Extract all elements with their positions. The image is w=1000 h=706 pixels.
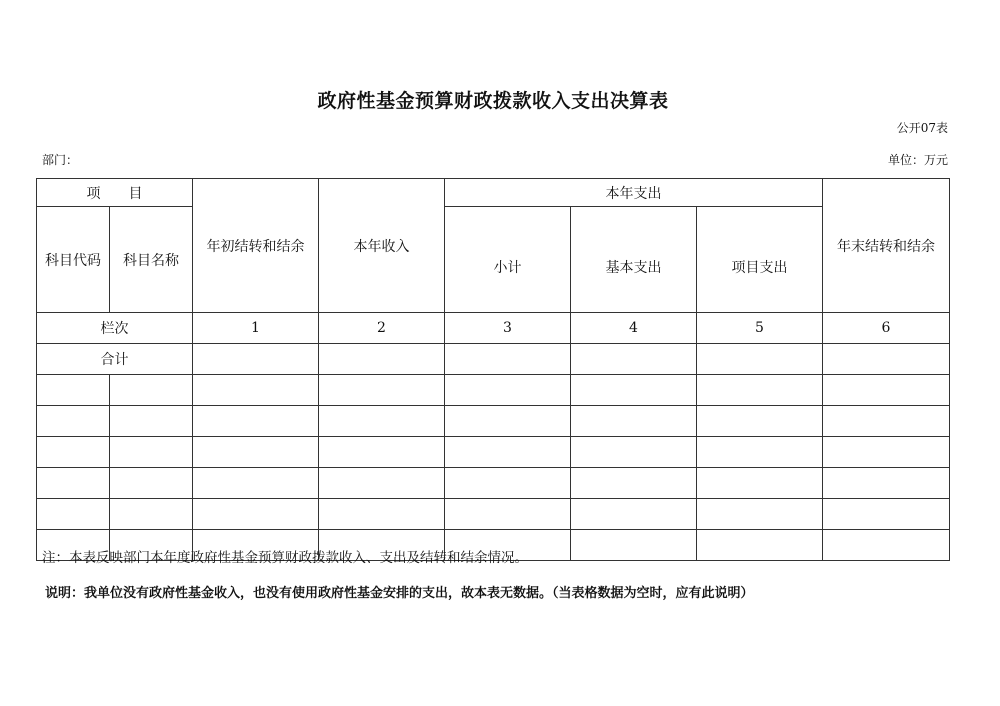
header-basic-expense: 基本支出	[571, 207, 697, 313]
header-item: 项 目	[37, 179, 193, 207]
table-cell	[445, 437, 571, 468]
table-cell	[571, 406, 697, 437]
table-cell	[445, 406, 571, 437]
header-current-income: 本年收入	[319, 179, 445, 313]
table-cell	[193, 499, 319, 530]
table-cell	[823, 437, 950, 468]
header-subject-code: 科目代码	[37, 207, 110, 313]
table-cell	[37, 375, 110, 406]
page-title: 政府性基金预算财政拨款收入支出决算表	[317, 90, 669, 112]
column-number: 6	[823, 313, 950, 344]
table-cell	[37, 437, 110, 468]
column-number: 2	[319, 313, 445, 344]
table-cell	[37, 499, 110, 530]
table-cell	[697, 437, 823, 468]
total-row	[37, 344, 950, 375]
header-subject-name: 科目名称	[110, 207, 193, 313]
table-cell	[697, 499, 823, 530]
column-index-row	[37, 313, 950, 344]
column-number: 1	[193, 313, 319, 344]
table-cell	[697, 468, 823, 499]
table-cell	[823, 499, 950, 530]
table-cell	[571, 344, 697, 375]
department-label: 部门：	[42, 153, 79, 167]
table-row	[37, 499, 950, 530]
table-note: 注：本表反映部门本年度政府性基金预算财政拨款收入、支出及结转和结余情况。	[42, 550, 528, 566]
table-cell	[445, 344, 571, 375]
table-cell	[319, 468, 445, 499]
total-label: 合计	[37, 344, 193, 375]
table-cell	[697, 530, 823, 561]
table-cell	[823, 375, 950, 406]
table-cell	[697, 344, 823, 375]
table-cell	[571, 468, 697, 499]
table-cell	[571, 437, 697, 468]
table-cell	[319, 499, 445, 530]
table-cell	[571, 375, 697, 406]
table-cell	[319, 437, 445, 468]
table-cell	[571, 499, 697, 530]
table-cell	[110, 468, 193, 499]
table-cell	[319, 375, 445, 406]
column-number: 4	[571, 313, 697, 344]
header-row-1	[37, 179, 950, 207]
table-cell	[110, 437, 193, 468]
header-row-2	[37, 207, 950, 313]
table-cell	[193, 437, 319, 468]
table-cell	[823, 468, 950, 499]
table-cell	[110, 499, 193, 530]
unit-label: 单位：万元	[887, 153, 948, 167]
table-cell	[697, 406, 823, 437]
table-cell	[823, 530, 950, 561]
table-cell	[319, 344, 445, 375]
table-cell	[697, 375, 823, 406]
explanation-text: 说明：我单位没有政府性基金收入，也没有使用政府性基金安排的支出，故本表无数据。（当表格数据为空时，应有此说明）	[45, 586, 754, 601]
column-index-label: 栏次	[37, 313, 193, 344]
table-cell	[319, 406, 445, 437]
table-cell	[193, 406, 319, 437]
header-subtotal: 小计	[445, 207, 571, 313]
column-number: 3	[445, 313, 571, 344]
column-number: 5	[697, 313, 823, 344]
budget-table	[36, 178, 950, 561]
table-row	[37, 468, 950, 499]
header-end-balance: 年末结转和结余	[823, 179, 950, 313]
table-row	[37, 437, 950, 468]
table-cell	[37, 468, 110, 499]
table-cell	[193, 344, 319, 375]
header-current-expense: 本年支出	[445, 179, 823, 207]
table-cell	[571, 530, 697, 561]
table-cell	[110, 406, 193, 437]
table-cell	[110, 375, 193, 406]
header-project-expense: 项目支出	[697, 207, 823, 313]
table-cell	[445, 499, 571, 530]
table-cell	[445, 375, 571, 406]
table-cell	[193, 375, 319, 406]
table-cell	[37, 406, 110, 437]
form-code: 公开07表	[896, 121, 948, 135]
table-row	[37, 406, 950, 437]
table-cell	[823, 406, 950, 437]
table-cell	[445, 468, 571, 499]
table-cell	[193, 468, 319, 499]
table-row	[37, 375, 950, 406]
table-cell	[823, 344, 950, 375]
header-begin-balance: 年初结转和结余	[193, 179, 319, 313]
